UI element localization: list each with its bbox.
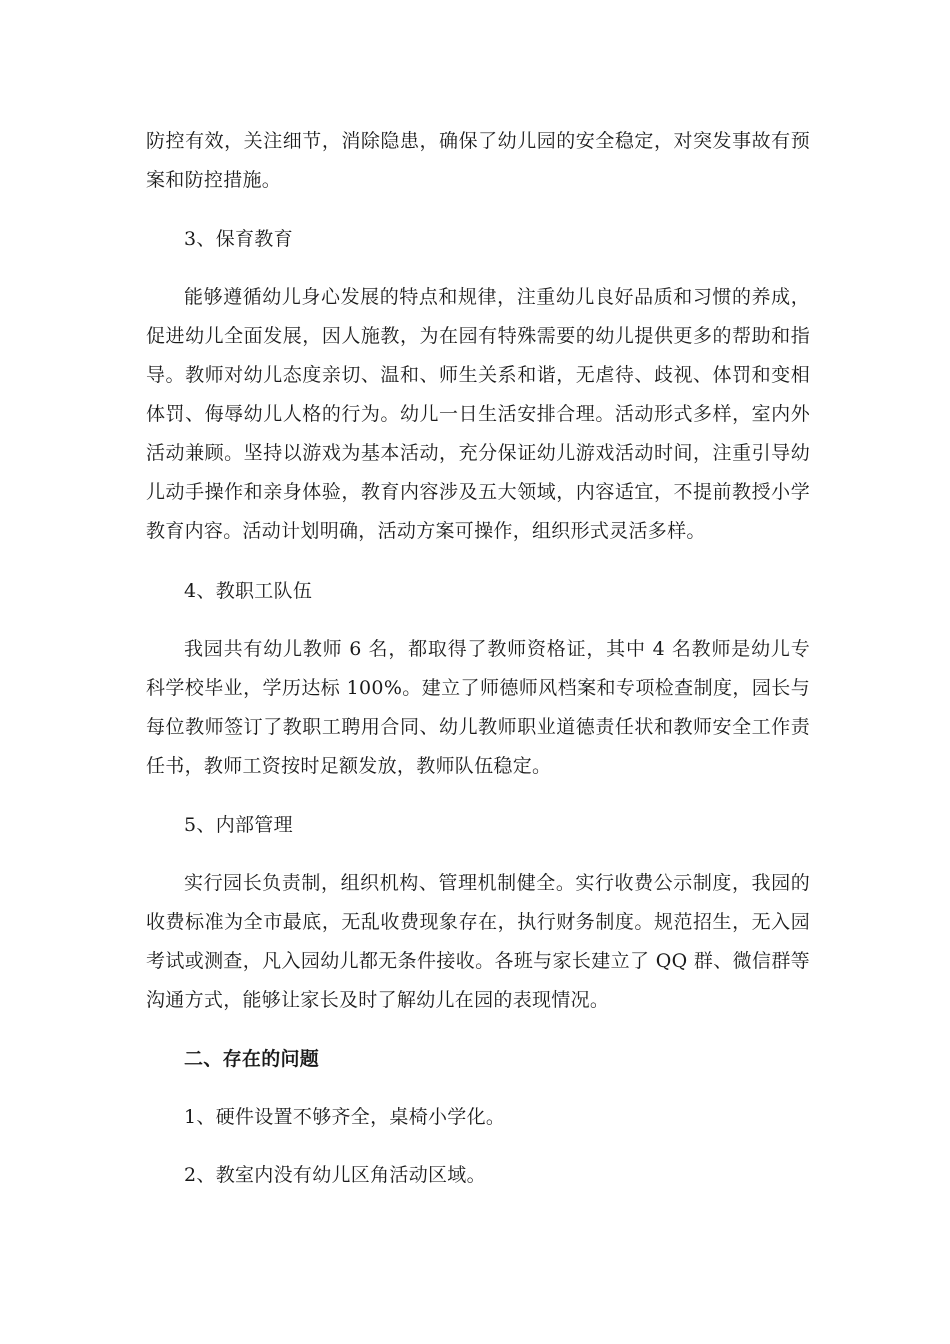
paragraph-care-education: 能够遵循幼儿身心发展的特点和规律，注重幼儿良好品质和习惯的养成，促进幼儿全面发展，因人施教，为在园有特殊需要的幼儿提供更多的帮助和指导。教师对幼儿态度亲切、温和、师生关系和谐，无虐待、歧视、体罚和变相体罚、侮辱幼儿人格的行为。幼儿一日生活安排合理。活动形式多样，室内外活动兼顾。坚持以游戏为基本活动，充分保证幼儿游戏活动时间，注重引导幼儿动手操作和亲身体验，教育内容涉及五大领域，内容适宜，不提前教授小学教育内容。活动计划明确，活动方案可操作，组织形式灵活多样。 <box>146 286 810 542</box>
heading-staff: 4、教职工队伍 <box>184 580 313 602</box>
paragraph-safety-continuation: 防控有效，关注细节，消除隐患，确保了幼儿园的安全稳定，对突发事故有预案和防控措施。 <box>146 130 810 191</box>
section-title-issues: 二、存在的问题 <box>184 1048 320 1070</box>
paragraph-staff: 我园共有幼儿教师 6 名，都取得了教师资格证，其中 4 名教师是幼儿专科学校毕业，学历达标 100%。建立了师德师风档案和专项检查制度，园长与每位教师签订了教职工聘用合同、幼儿教师职业道德责任状和教师安全工作责任书，教师工资按时足额发放，教师队伍稳定。 <box>146 638 810 777</box>
issue-item-2: 2、教室内没有幼儿区角活动区域。 <box>184 1164 486 1186</box>
heading-care-education: 3、保育教育 <box>184 228 293 250</box>
issue-item-1: 1、硬件设置不够齐全，桌椅小学化。 <box>184 1106 506 1128</box>
paragraph-internal-management: 实行园长负责制，组织机构、管理机制健全。实行收费公示制度，我园的收费标准为全市最底，无乱收费现象存在，执行财务制度。规范招生，无入园考试或测查，凡入园幼儿都无条件接收。各班与家长建立了 QQ 群、微信群等沟通方式，能够让家长及时了解幼儿在园的表现情况。 <box>146 872 810 1011</box>
heading-internal-management: 5、内部管理 <box>184 814 293 836</box>
